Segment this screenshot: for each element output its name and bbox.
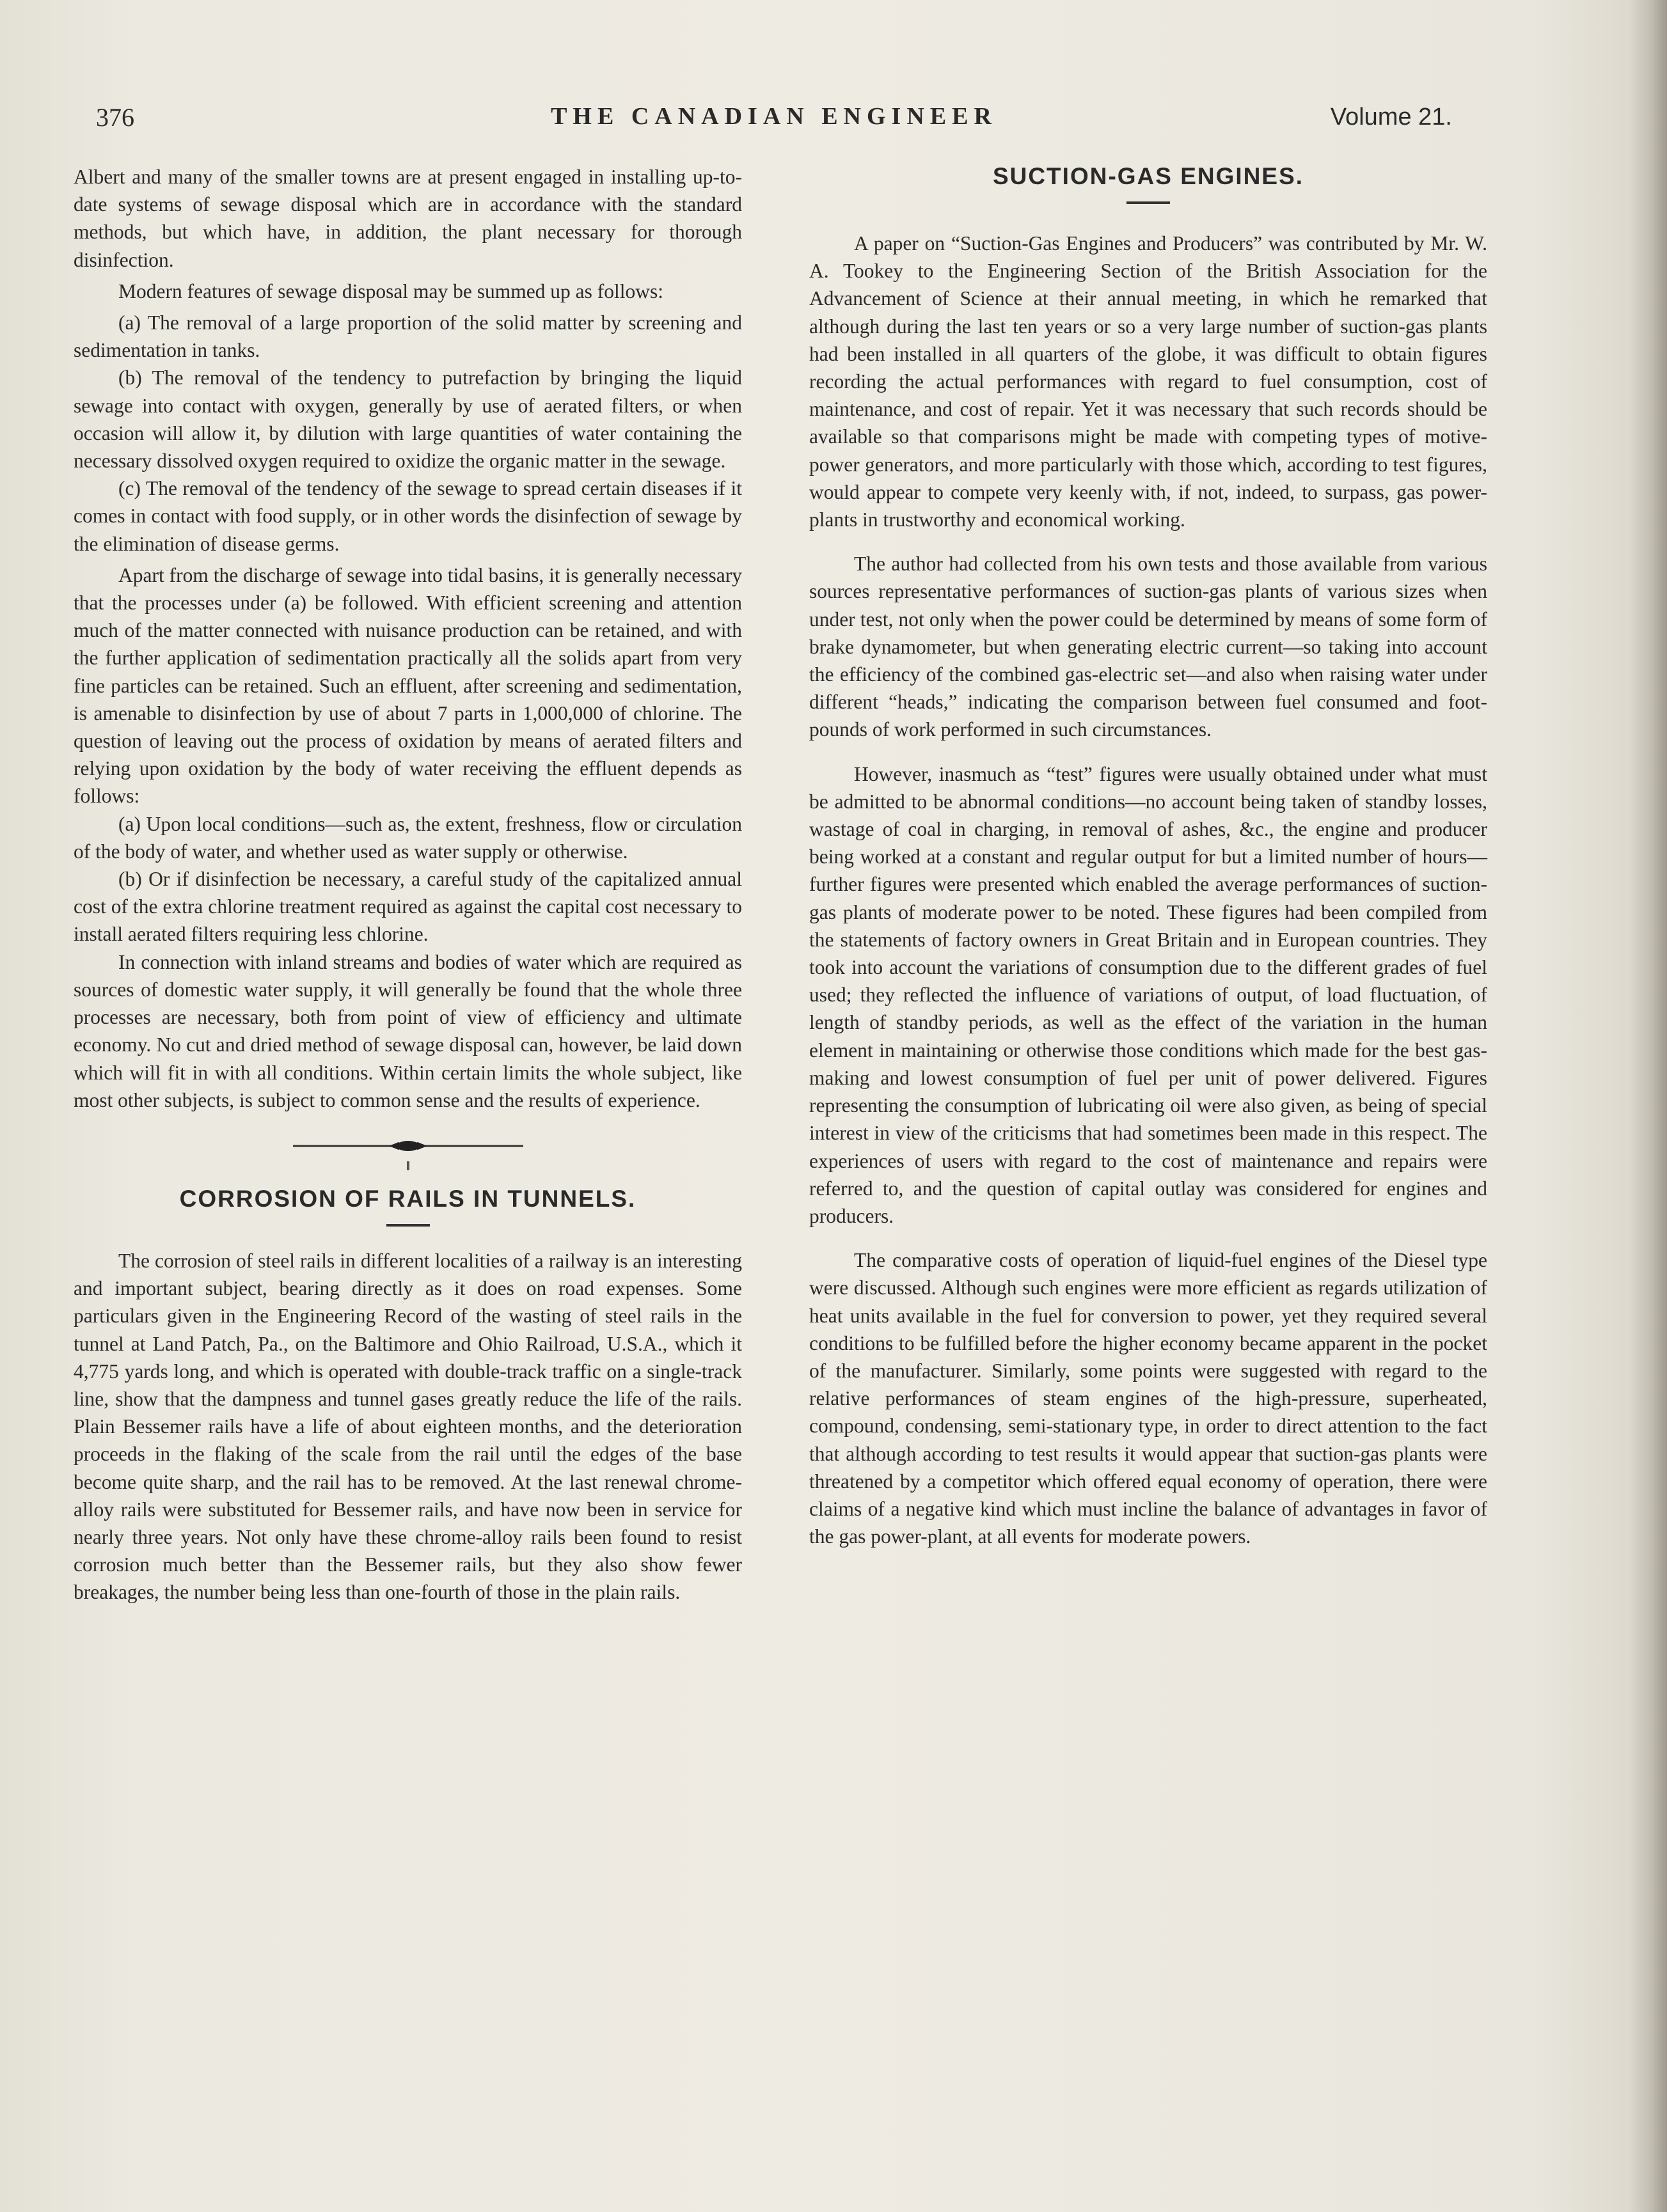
paragraph: The author had collected from his own tests and those available from various sources representative performances of suction-gas plants of various sizes when under test, not only when the power could be determined by means of some form of brake dynamometer, but when generating electric current—so taking into account the efficiency of the combined gas-electric set—and also when raising water under different “heads,” indicating the comparison between fuel consumed and foot-pounds of work performed in such circumstances. bbox=[809, 553, 1487, 741]
paragraph: Modern features of sewage disposal may be summed up as follows: bbox=[118, 279, 664, 302]
article-title: SUCTION-GAS ENGINES. bbox=[992, 163, 1304, 189]
paragraph: A paper on “Suction-Gas Engines and Producers” was contributed by Mr. W. A. Tookey to the Engineering Section of the British Association for the Advancement of Science at their annual meeting, in which he remarked that although during the last ten years or so a very large number of suction-gas plants had been installed in all quarters of the globe, it was difficult to obtain figures recording the actual performances with regard to fuel consumption, cost of maintenance, and cost of repair. Yet it was necessary that such records should be available so that comparisons might be made with competing types of motive-power generators, and more particularly with those which, according to test figures, would appear to compete very keenly with, if not, indeed, to surpass, gas power-plants in trustworthy and economical working. bbox=[809, 232, 1487, 531]
ink-mark bbox=[407, 1161, 409, 1170]
paragraph: The corrosion of steel rails in different localities of a railway is an interesting and important subject, bearing directly as it does on road expenses. Some particulars given in the Engineering Record of the wasting of steel rails in the tunnel at Land Patch, Pa., on the Baltimore and Ohio Railroad, U.S.A., which it 4,775 yards long, and which is operated with double-track traffic on a single-track line, show that the dampness and tunnel gases greatly reduce the life of the rails. Plain Bessemer rails have a life of about eighteen months, and the deterioration proceeds in the flaking of the scale from the rail until the edges of the base become quite sharp, and the rail has to be removed. At the last renewal chrome-alloy rails were substituted for Bessemer rails, and have now been in service for nearly three years. Not only have these chrome-alloy rails been found to resist corrosion much better than the Bessemer rails, but they also show fewer breakages, the number being less than one-fourth of those in the plain rails. bbox=[74, 1249, 742, 1604]
list-item: (b) The removal of the tendency to putrefaction by bringing the liquid sewage into contact with oxygen, generally by use of aerated filters, or when occasion will allow it, by dilution with large quantities of water containing the necessary dissolved oxygen required to oxidize the organic matter in the sewage. bbox=[74, 366, 742, 473]
paragraph: In connection with inland streams and bodies of water which are required as sources of domestic water supply, it will generally be found that the whole three processes are necessary, both from point of view of efficiency and ultimate economy. No cut and dried method of sewage disposal can, however, be laid down which will fit in with all conditions. Within certain limits the whole subject, like most other subjects, is subject to common sense and the results of experience. bbox=[74, 950, 742, 1111]
list-item: (c) The removal of the tendency of the sewage to spread certain diseases if it comes in contact with food supply, or in other words the disinfection of sewage by the elimination of disease germs. bbox=[74, 477, 742, 555]
journal-title: THE CANADIAN ENGINEER bbox=[551, 103, 997, 130]
paragraph: However, inasmuch as “test” figures were usually obtained under what must be admitted to be abnormal conditions—no account being taken of standby losses, wastage of coal in charging, in removal of ashes, &c., the engine and producer being worked at a constant and regular output for but a limited number of hours—further figures were presented which enabled the average performances of suction-gas plants of moderate power to be noted. These figures had been compiled from the statements of factory owners in Great Britain and in European countries. They took into account the variations of consumption due to the different grades of fuel used; they reflected the influence of variations of output, of load fluctuation, of length of standby periods, as well as the effect of the variation in the human element in maintaining or otherwise those conditions which made for the best gas-making and lowest consumption of fuel per unit of power delivered. Figures representing the consumption of lubricating oil were also given, as being of special interest in view of the criticisms that had sometimes been made in this respect. The experiences of users with regard to the cost of maintenance and repairs were referred to, and the question of capital outlay was considered for engines and producers. bbox=[809, 762, 1487, 1227]
list-item: (a) The removal of a large proportion of the solid matter by screening and sedimentation in tanks. bbox=[74, 311, 742, 362]
paragraph: Apart from the discharge of sewage into tidal basins, it is generally necessary that the processes under (a) be followed. With efficient screening and attention much of the matter connected with nuisance production can be retained, and with the further application of sedimentation practically all the solids apart from very fine particles can be retained. Such an effluent, after screening and sedimentation, is amenable to disinfection by use of about 7 parts in 1,000,000 of chlorine. The question of leaving out the process of oxidation by means of aerated filters and relying upon oxidation by the body of water receiving the effluent depends as follows: bbox=[74, 563, 742, 808]
binding-shadow bbox=[1629, 0, 1667, 2212]
list-item: (b) Or if disinfection be necessary, a careful study of the capitalized annual cost of the extra chlorine treatment required as against the capital cost necessary to install aerated filters requiring less chlorine. bbox=[74, 868, 742, 946]
paragraph: The comparative costs of operation of liquid-fuel engines of the Diesel type were discussed. Although such engines were more efficient as regards utilization of heat units available in the fuel for conversion to power, yet they required several conditions to be fulfilled before the higher economy became apparent in the pocket of the manufacturer. Similarly, some points were suggested with regard to the relative performances of steam engines of the high-pressure, superheated, compound, condensing, semi-stationary type, in order to direct attention to the fact that although according to test results it would appear that suction-gas plants were threatened by a competitor which offered equal economy of operation, there were claims of a negative kind which must incline the balance of advantages in favor of the gas power-plant, at all events for moderate powers. bbox=[809, 1249, 1487, 1548]
article-title: CORROSION OF RAILS IN TUNNELS. bbox=[179, 1185, 636, 1212]
right-column bbox=[809, 163, 1487, 1550]
ornament-divider bbox=[293, 1140, 523, 1152]
volume-label: Volume 21. bbox=[1330, 104, 1452, 130]
paragraph: Albert and many of the smaller towns are at present engaged in installing up-to-date systems of sewage disposal which are in accordance with the standard methods, but which have, in addition, the plant necessary for thorough disinfection. bbox=[74, 166, 742, 271]
list-item: (a) Upon local conditions—such as, the extent, freshness, flow or circulation of the body of water, and whether used as water supply or otherwise. bbox=[74, 812, 742, 863]
left-column bbox=[74, 163, 742, 1606]
running-head bbox=[96, 102, 1452, 141]
page-number: 376 bbox=[96, 103, 134, 132]
